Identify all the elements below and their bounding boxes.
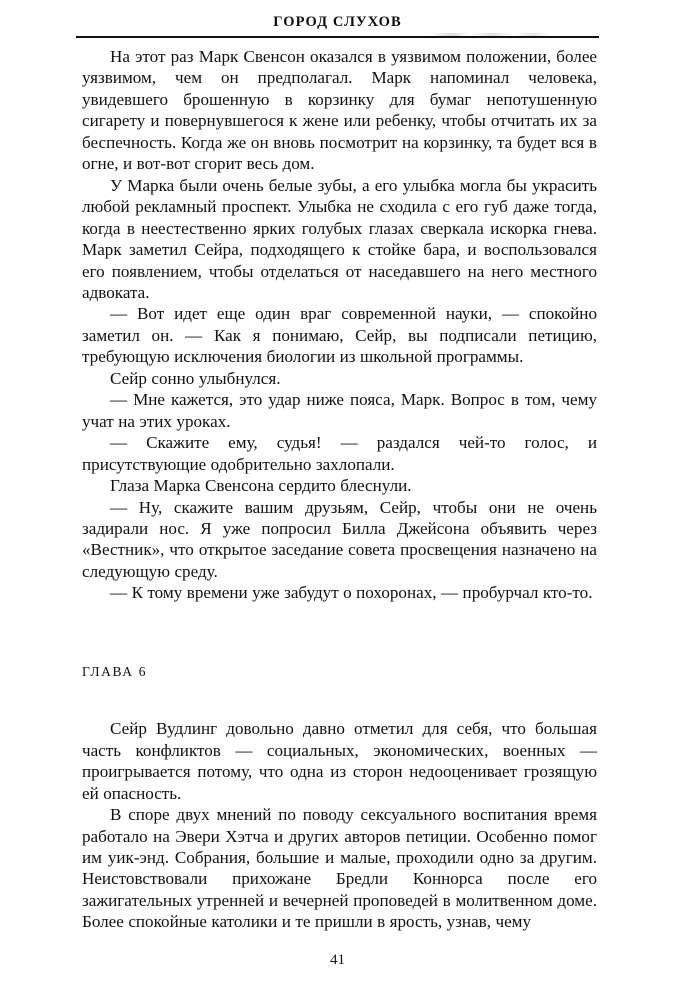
paragraph: Сейр сонно улыбнулся. [110,368,281,388]
running-head: ГОРОД СЛУХОВ [273,14,402,30]
header-rule [76,36,599,38]
page-number: 41 [330,952,345,968]
dialogue-paragraph: — Ну, скажите вашим друзьям, Сейр, чтобы они не очень задирали нос. Я уже попросил Билла Джейсона объявить через «Вестник», что открытое заседание совета просвещения назначено на следующую среду. [82,497,597,581]
paragraph: На этот раз Марк Свенсон оказался в уязвимом положении, более уязвимом, чем он предполагал. Марк напоминал человека, увидевшего брошенную в корзинку для бумаг непотушенную сигарету и повернувшегося к жене или ребенку, чтобы отчитать их за беспечность. Когда же он вновь посмотрит на корзинку, та будет вся в огне, и вот-вот сгорит весь дом. [82,47,597,174]
paragraph: Сейр Вудлинг довольно давно отметил для себя, что большая часть конфликтов — социальных, экономических, военных — проигрывается потому, что одна из сторон недооценивает грозящую ей опасность. [82,719,597,803]
chapter-spacer-bottom [82,682,597,718]
paragraph: Глаза Марка Свенсона сердито блеснули. [110,476,412,496]
paragraph: В споре двух мнений по поводу сексуального воспитания время работало на Эвери Хэтча и других авторов петиции. Особенно помог им уик-энд. Собрания, большие и малые, проходили одно за другим. Неистовствовали прихожане Бредли Коннорса после его зажигательных утренней и вечерней проповедей в молитвенном доме. Более спокойные католики и те пришли в ярость, узнав, чему [82,805,597,932]
paragraph: У Марка были очень белые зубы, а его улыбка могла бы украсить любой рекламный проспект. Улыбка не сходила с его губ даже тогда, когда в неестественно ярких голубых глазах сверкала искорка гнева. Марк заметил Сейра, подходящего к стойке бара, и воспользовался его появлением, чтобы отделаться от наседавшего на него местного адвоката. [82,175,597,302]
chapter-spacer-top [82,604,597,661]
chapter-heading: ГЛАВА 6 [82,663,148,679]
body-text-block [82,46,597,933]
dialogue-paragraph: — Мне кажется, это удар ниже пояса, Марк. Вопрос в том, чему учат на этих уроках. [82,390,597,431]
dialogue-paragraph: — К тому времени уже забудут о похоронах, — пробурчал кто-то. [110,583,593,603]
dialogue-paragraph: — Вот идет еще один враг современной науки, — спокойно заметил он. — Как я понимаю, Сейр, вы подписали петицию, требующую исключения биологии из школьной программы. [82,304,597,367]
dialogue-paragraph: — Скажите ему, судья! — раздался чей-то голос, и присутствующие одобрительно захлопали. [82,433,597,474]
